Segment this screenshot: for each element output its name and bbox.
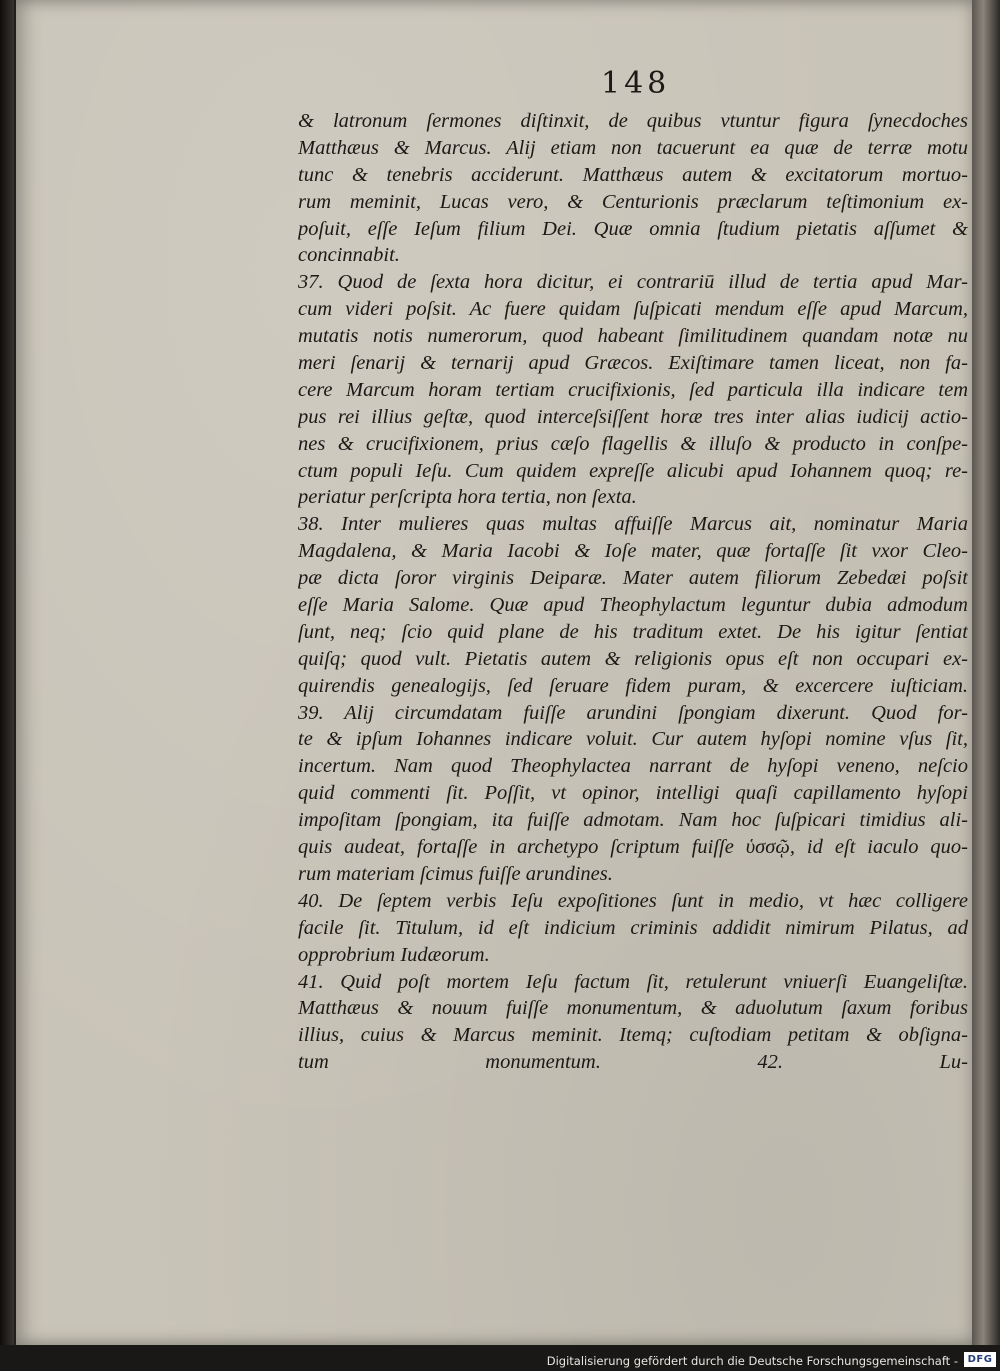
text-line: mutatis notis numerorum, quod habeant ſimilitudinem quandam notæ nu	[298, 325, 968, 348]
text-line: facile ſit. Titulum, id eſt indicium criminis addidit nimirum Pilatus, ad	[298, 916, 968, 939]
text-line: rum meminit, Lucas vero, & Centurionis præclarum teſtimonium ex-	[298, 190, 968, 213]
binding-shadow	[0, 0, 14, 1345]
text-line: & latronum ſermones diſtinxit, de quibus vtuntur figura ſynecdoches	[298, 110, 968, 132]
text-line: 41. Quid poſt mortem Ieſu factum ſit, retulerunt vniuerſi Euangeliſtæ.	[298, 970, 968, 993]
text-line: opprobrium Iudæorum.	[298, 943, 490, 966]
page-fore-edge	[972, 0, 1000, 1345]
page-number: 148	[601, 66, 671, 101]
text-line: quiſq; quod vult. Pietatis autem & religionis opus eſt non occupari ex-	[298, 647, 968, 670]
text-line: illius, cuius & Marcus meminit. Itemq; cuſtodiam petitam & obſigna-	[298, 1024, 968, 1047]
book-page	[16, 0, 976, 1345]
text-line: quid commenti ſit. Poſſit, vt opinor, intelligi quaſi capillamento hyſopi	[298, 782, 968, 805]
text-line: ſunt, neq; ſcio quid plane de his traditum extet. De his igitur ſentiat	[298, 620, 968, 643]
text-line: cum videri poſsit. Ac fuere quidam ſuſpicati mendum eſſe apud Marcum,	[298, 298, 968, 321]
text-line: tum monumentum. 42. Lu-	[298, 1051, 968, 1074]
text-line: concinnabit.	[298, 244, 400, 267]
text-line: tunc & tenebris acciderunt. Matthæus autem & excitatorum mortuo-	[298, 163, 968, 186]
text-line: periatur perſcripta hora tertia, non ſexta.	[298, 486, 637, 509]
text-line: meri ſenarij & ternarij apud Græcos. Exiſtimare tamen liceat, non fa-	[298, 352, 968, 375]
funding-notice: Digitalisierung gefördert durch die Deutsche Forschungsgemeinschaft -	[546, 1354, 958, 1368]
text-line: rum materiam ſcimus fuiſſe arundines.	[298, 862, 613, 885]
text-line: incertum. Nam quod Theophylactea narrant de hyſopi veneno, neſcio	[298, 755, 968, 778]
text-line: eſſe Maria Salome. Quæ apud Theophylactum leguntur dubia admodum	[298, 594, 968, 617]
text-line: nes & crucifixionem, prius cæſo flagellis & illuſo & producto in conſpe-	[298, 432, 968, 455]
text-line: 40. De ſeptem verbis Ieſu expoſitiones ſunt in medio, vt hæc colligere	[298, 889, 968, 912]
text-line: cere Marcum horam tertiam crucifixionis, ſed particula illa indicare tem	[298, 378, 968, 401]
text-line: 38. Inter mulieres quas multas affuiſſe Marcus ait, nominatur Maria	[298, 513, 968, 536]
text-line: quis audeat, fortaſſe in archetypo ſcriptum fuiſſe ὑσσῷ, id eſt iaculo quo-	[298, 836, 968, 859]
text-line: poſuit, eſſe Ieſum filium Dei. Quæ omnia ſtudium pietatis aſſumet &	[298, 217, 968, 240]
text-line: te & ipſum Iohannes indicare voluit. Cur autem hyſopi nomine vſus ſit,	[298, 728, 968, 751]
text-line: pæ dicta ſoror virginis Deiparæ. Mater autem filiorum Zebedæi poſsit	[298, 567, 968, 590]
text-line: 39. Alij circumdatam fuiſſe arundini ſpongiam dixerunt. Quod for-	[298, 701, 968, 724]
dfg-logo: DFG	[964, 1352, 996, 1367]
body-text	[298, 108, 968, 1076]
text-line: ctum populi Ieſu. Cum quidem expreſſe alicubi apud Iohannem quoq; re-	[298, 459, 968, 482]
text-line: Matthæus & nouum fuiſſe monumentum, & aduolutum ſaxum foribus	[298, 997, 968, 1020]
text-line: Magdalena, & Maria Iacobi & Ioſe mater, quæ fortaſſe ſit vxor Cleo-	[298, 540, 968, 563]
text-line: Matthæus & Marcus. Alij etiam non tacuerunt ea quæ de terræ motu	[298, 136, 968, 159]
text-line: pus rei illius geſtæ, quod interceſsiſſent horæ tres inter alias iudicij actio-	[298, 405, 968, 428]
text-line: impoſitam ſpongiam, ita fuiſſe admotam. Nam hoc ſuſpicari timidius ali-	[298, 809, 968, 832]
text-line: 37. Quod de ſexta hora dicitur, ei contrariū illud de tertia apud Mar-	[298, 271, 968, 294]
text-line: quirendis genealogijs, ſed ſeruare fidem puram, & excercere iuſticiam.	[298, 674, 968, 697]
